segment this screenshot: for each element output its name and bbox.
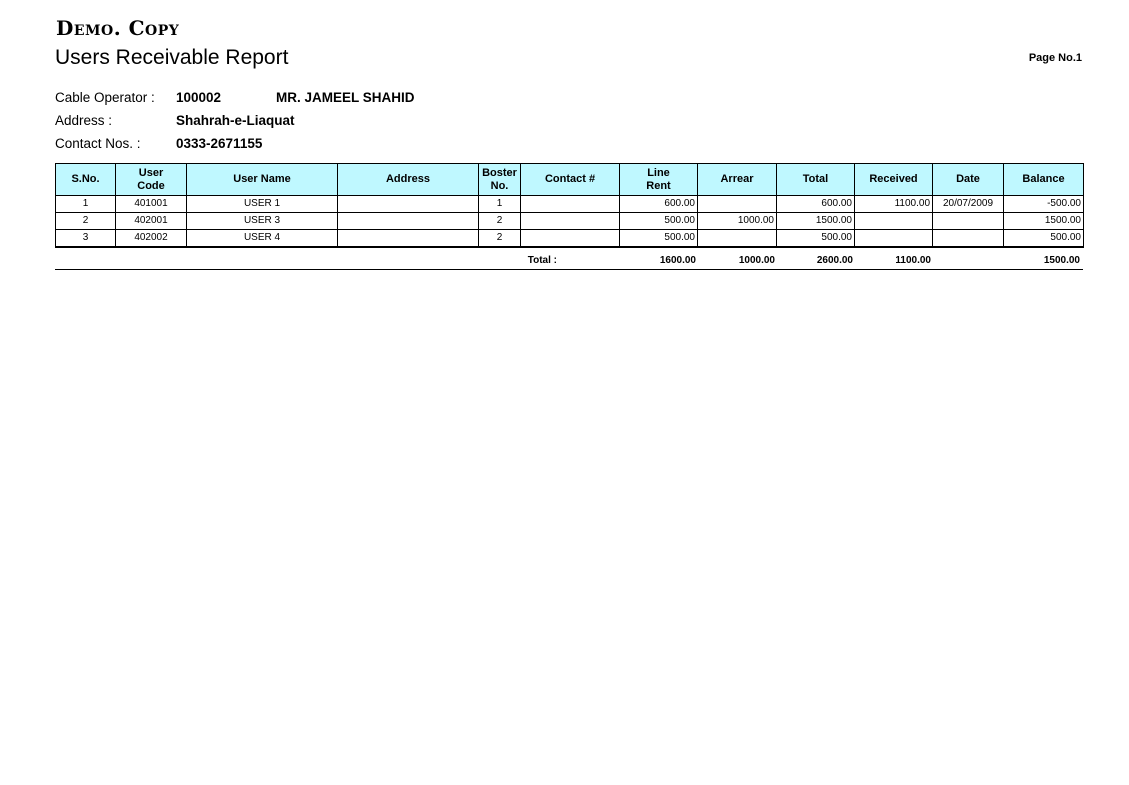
table-row <box>56 213 1084 230</box>
cell-contact <box>521 213 620 230</box>
header-line-rent <box>620 164 698 196</box>
cell-contact <box>521 196 620 213</box>
cell-address <box>338 230 479 248</box>
header-balance: Balance <box>1004 164 1084 196</box>
contact-value: 0333-2671155 <box>176 136 263 151</box>
cell-line-rent: 500.00 <box>620 230 698 248</box>
cell-line-rent: 600.00 <box>620 196 698 213</box>
cell-address <box>338 196 479 213</box>
report-title: Users Receivable Report <box>55 46 289 69</box>
header-arrear: Arrear <box>698 164 777 196</box>
cell-date <box>933 213 1004 230</box>
header-contact: Contact # <box>521 164 620 196</box>
cell-balance: 1500.00 <box>1004 213 1084 230</box>
cell-contact <box>521 230 620 248</box>
cable-operator-label: Cable Operator : <box>55 90 155 105</box>
total-received: 1100.00 <box>895 255 931 266</box>
cell-received <box>855 213 933 230</box>
cell-balance: 500.00 <box>1004 230 1084 248</box>
cell-user-code: 401001 <box>116 196 187 213</box>
cell-balance: -500.00 <box>1004 196 1084 213</box>
address-label: Address : <box>55 113 113 128</box>
header-user-name: User Name <box>187 164 338 196</box>
cell-arrear: 1000.00 <box>698 213 777 230</box>
header-user-code <box>116 164 187 196</box>
header-user-code-line1: User <box>138 166 164 179</box>
address-value: Shahrah-e-Liaquat <box>176 113 295 128</box>
header-address: Address <box>338 164 479 196</box>
header-received: Received <box>855 164 933 196</box>
table-row <box>56 230 1084 248</box>
cell-received: 1100.00 <box>855 196 933 213</box>
header-user-code-line2: Code <box>137 179 165 192</box>
totals-row <box>55 252 1083 270</box>
cell-boster: 2 <box>479 230 521 248</box>
total-balance: 1500.00 <box>1043 255 1080 266</box>
cell-arrear <box>698 230 777 248</box>
cell-received <box>855 230 933 248</box>
cable-operator-code: 100002 <box>176 90 222 105</box>
totals-label: Total : <box>527 255 557 266</box>
total-arrear: 1000.00 <box>738 255 775 266</box>
table-header-row <box>56 164 1084 196</box>
cell-user-code: 402002 <box>116 230 187 248</box>
header-boster-no <box>479 164 521 196</box>
header-sno: S.No. <box>56 164 116 196</box>
cell-date: 20/07/2009 <box>933 196 1004 213</box>
demo-copy-watermark: Demo. Copy <box>56 16 180 40</box>
table-row <box>56 196 1084 213</box>
header-boster-line1: Boster <box>482 166 517 179</box>
cell-arrear <box>698 196 777 213</box>
page-number: Page No.1 <box>1028 52 1082 64</box>
cable-operator-name: MR. JAMEEL SHAHID <box>276 90 415 105</box>
total-total: 2600.00 <box>816 255 853 266</box>
header-boster-line2: No. <box>490 179 509 192</box>
total-line-rent: 1600.00 <box>659 255 696 266</box>
cell-total: 1500.00 <box>777 213 855 230</box>
cell-boster: 1 <box>479 196 521 213</box>
contact-label: Contact Nos. : <box>55 136 141 151</box>
receivable-table <box>55 163 1084 248</box>
cell-address <box>338 213 479 230</box>
header-line-rent-line2: Rent <box>646 179 671 192</box>
cell-user-name: USER 1 <box>187 196 338 213</box>
cell-total: 600.00 <box>777 196 855 213</box>
cell-total: 500.00 <box>777 230 855 248</box>
cell-user-name: USER 3 <box>187 213 338 230</box>
cell-sno: 1 <box>56 196 116 213</box>
cell-line-rent: 500.00 <box>620 213 698 230</box>
cell-sno: 2 <box>56 213 116 230</box>
cell-boster: 2 <box>479 213 521 230</box>
header-date: Date <box>933 164 1004 196</box>
header-line-rent-line1: Line <box>647 166 670 179</box>
cell-user-name: USER 4 <box>187 230 338 248</box>
header-total: Total <box>777 164 855 196</box>
cell-user-code: 402001 <box>116 213 187 230</box>
cell-date <box>933 230 1004 248</box>
cell-sno: 3 <box>56 230 116 248</box>
